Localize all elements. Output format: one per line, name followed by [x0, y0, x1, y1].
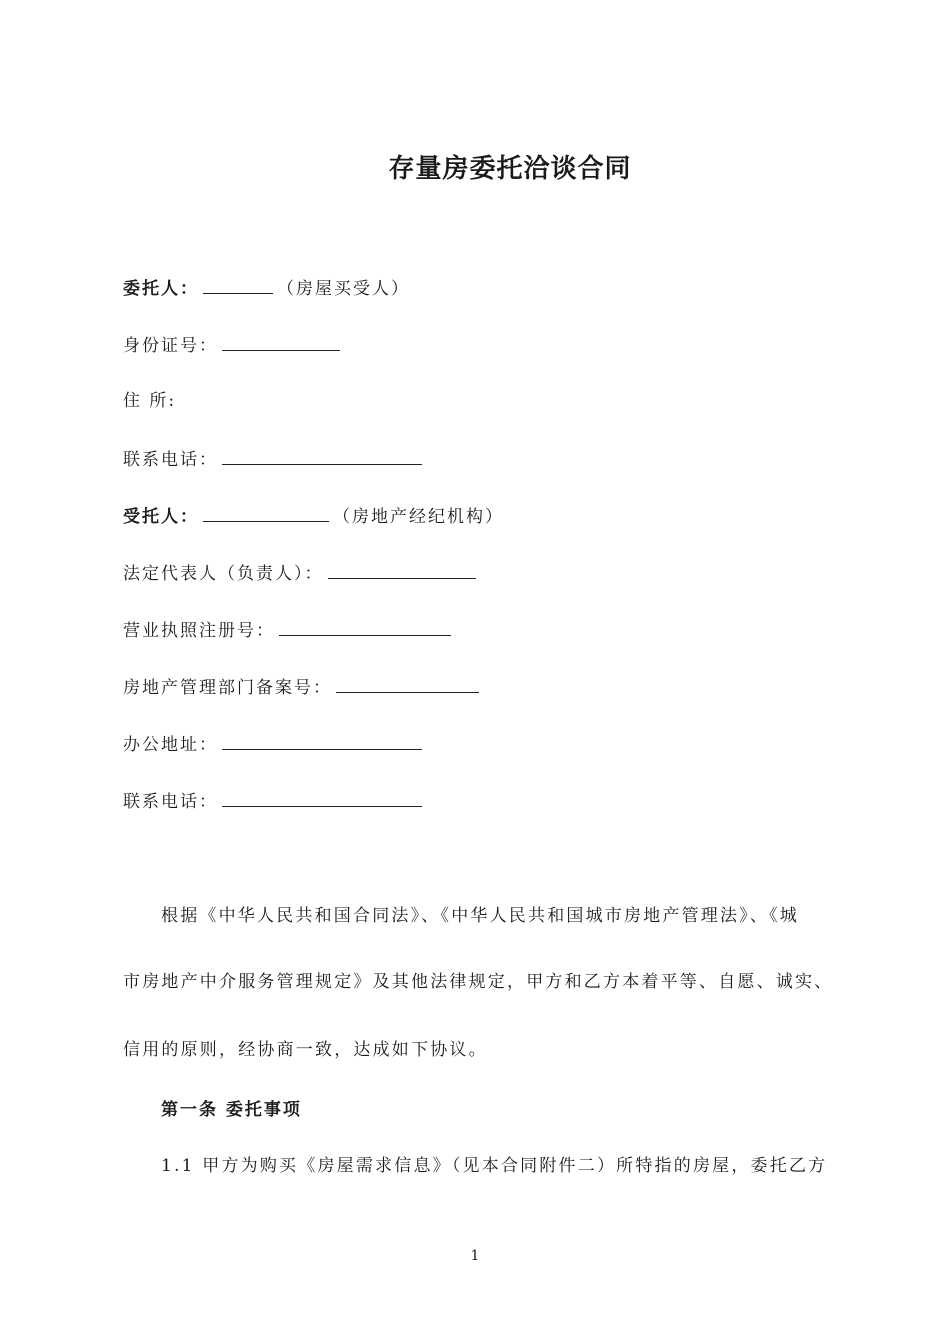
- address-label: 住 所:: [123, 391, 177, 411]
- filing-number-label: 房地产管理部门备案号：: [123, 678, 332, 698]
- license-blank[interactable]: [279, 617, 451, 636]
- filing-number-field: [123, 674, 483, 700]
- office-address-blank[interactable]: [222, 731, 422, 750]
- id-number-blank[interactable]: [222, 332, 340, 351]
- agent-suffix: （房地产经纪机构）: [333, 507, 504, 527]
- legal-rep-field: [123, 560, 480, 586]
- clause-1-1: 1.1 甲方为购买《房屋需求信息》（见本合同附件二）所特指的房屋，委托乙方: [161, 1156, 828, 1176]
- legal-rep-label: 法定代表人（负责人）：: [123, 564, 324, 584]
- filing-number-blank[interactable]: [336, 674, 479, 693]
- license-field: [123, 617, 455, 643]
- client-label: 委托人：: [123, 279, 199, 299]
- agent-phone-field: [123, 788, 426, 814]
- agent-phone-blank[interactable]: [222, 788, 422, 807]
- agent-phone-label: 联系电话：: [123, 792, 218, 812]
- section-heading: 第一条 委托事项: [161, 1100, 302, 1120]
- client-suffix: （房屋买受人）: [277, 279, 410, 299]
- preamble-line: 市房地产中介服务管理规定》及其他法律规定，甲方和乙方本着平等、自愿、诚实、: [123, 972, 834, 992]
- license-label: 营业执照注册号：: [123, 621, 275, 641]
- client-phone-field: [123, 446, 426, 472]
- client-phone-blank[interactable]: [222, 446, 422, 465]
- agent-label: 受托人：: [123, 507, 199, 527]
- agent-field: [123, 503, 504, 529]
- id-number-label: 身份证号：: [123, 336, 218, 356]
- page-title: 存量房委托洽谈合同: [388, 154, 632, 184]
- office-address-label: 办公地址：: [123, 735, 218, 755]
- client-field: [123, 275, 410, 301]
- id-number-field: [123, 332, 344, 358]
- preamble-line: 根据《中华人民共和国合同法》、《中华人民共和国城市房地产管理法》、《城: [161, 906, 799, 926]
- page-number: 1: [470, 1248, 480, 1264]
- office-address-field: [123, 731, 426, 757]
- client-blank[interactable]: [203, 275, 273, 294]
- client-phone-label: 联系电话：: [123, 450, 218, 470]
- legal-rep-blank[interactable]: [328, 560, 476, 579]
- address-field: [123, 389, 176, 413]
- agent-blank[interactable]: [203, 503, 329, 522]
- preamble-line: 信用的原则，经协商一致，达成如下协议。: [123, 1040, 488, 1060]
